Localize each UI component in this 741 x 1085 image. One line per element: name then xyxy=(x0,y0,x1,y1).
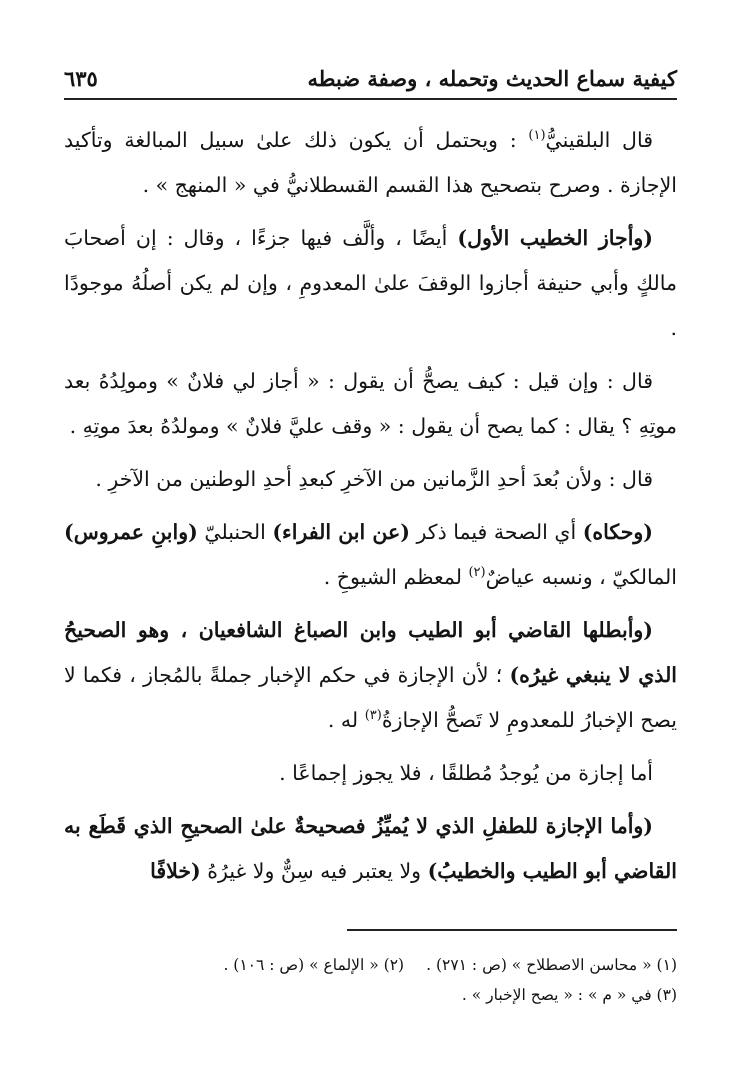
paragraph-7 xyxy=(64,751,677,796)
text-run: قال : ولأن بُعدَ أحدِ الزَّمانين من الآخرِ كبعدِ أحدِ الوطنين من الآخرِ . xyxy=(95,467,653,491)
text-run: أما إجازة من يُوجدُ مُطلقًا ، فلا يجوز إجماعًا . xyxy=(279,761,653,785)
footnote-line-1 xyxy=(64,950,677,980)
footnote-3: (٣) في « م » : « يصح الإخبار » . xyxy=(461,986,677,1004)
footnotes xyxy=(64,950,677,1010)
paragraph-4 xyxy=(64,457,677,502)
paragraph-5 xyxy=(64,510,677,600)
main-text xyxy=(64,118,677,902)
text-run: ولا يعتبر فيه سِنٌّ ولا غيرُهُ xyxy=(200,859,428,883)
page-header xyxy=(64,58,677,100)
text-run: أيضًا ، وألَّف فيها جزءًا ، وقال : إن أصحابَ مالكٍ وأبي حنيفة أجازوا الوقفَ علىٰ المعدومِ ، وإن لم يكن أصلُهُ موجودًا . xyxy=(64,226,677,340)
text-run: المالكيّ ، ونسبه عياضٌ xyxy=(485,565,677,589)
text-run: ؛ لأن الإجازة في حكم الإخبار جملةً بالمُجاز ، فكما لا يصح الإخبارُ للمعدومِ لا تَصحُّ الإجازةُ xyxy=(64,663,677,732)
matn-text: (وابنِ عمروس) xyxy=(64,520,198,544)
text-run: أي الصحة فيما ذكر xyxy=(409,520,583,544)
footnote-line-2 xyxy=(64,980,677,1010)
footnote-2: (٢) « الإلماع » (ص : ١٠٦) . xyxy=(223,956,405,974)
text-run: قال البلقينيُّ xyxy=(545,128,653,152)
paragraph-1 xyxy=(64,118,677,208)
running-head: كيفية سماع الحديث وتحمله ، وصفة ضبطه xyxy=(307,65,677,91)
footnote-divider xyxy=(347,929,677,931)
matn-text: (وأبطلها القاضي أبو الطيب وابن الصباغ الشافعيان ، وهو الصحيحُ الذي لا ينبغي غيرُه) xyxy=(64,618,678,687)
paragraph-8 xyxy=(64,804,677,894)
footnote-ref-1: (١) xyxy=(528,128,546,144)
page-number: ٦٣٥ xyxy=(64,65,98,91)
matn-text: (خلافًا xyxy=(150,859,201,883)
matn-text: (عن ابن الفراء) xyxy=(272,520,410,544)
text-run: الحنبليّ xyxy=(197,520,273,544)
text-run: لمعظم الشيوخِ . xyxy=(323,565,469,589)
text-run: له . xyxy=(327,708,365,732)
paragraph-3 xyxy=(64,359,677,449)
paragraph-2 xyxy=(64,216,677,351)
text-run: قال : وإن قيل : كيف يصحُّ أن يقول : « أجاز لي فلانٌ » ومولِدُهُ بعد موتِهِ ؟ يقال : كما يصح أن يقول : « وقف عليَّ فلانٌ » ومولدُهُ بعدَ موتِهِ . xyxy=(64,369,677,438)
footnote-ref-3: (٣) xyxy=(364,708,382,724)
paragraph-6 xyxy=(64,608,677,743)
text-run: : ويحتمل أن يكون ذلك علىٰ سبيل المبالغة وتأكيد الإجازة . وصرح بتصحيح هذا القسم القسطلانيُّ في « المنهج » . xyxy=(64,128,677,197)
matn-text: (وأما الإجازة للطفلِ الذي لا يُميِّزُ فصحيحةٌ علىٰ الصحيحِ الذي قَطَع به القاضي أبو الطيب والخطيبُ) xyxy=(64,814,677,883)
matn-text: (وحكاه) xyxy=(582,520,653,544)
matn-text: (وأجاز الخطيب الأول) xyxy=(457,226,653,250)
footnote-ref-2: (٢) xyxy=(468,565,486,581)
footnote-1: (١) « محاسن الاصطلاح » (ص : ٢٧١) . xyxy=(426,956,677,974)
